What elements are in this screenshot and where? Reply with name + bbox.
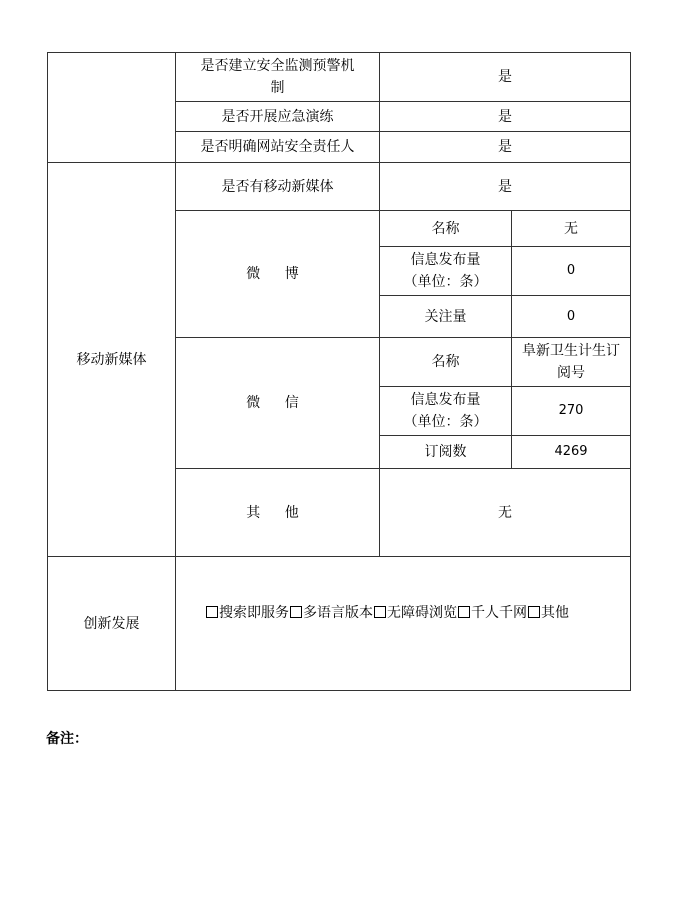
innovation-label: 创新发展 (83, 615, 140, 632)
checkbox[interactable] (458, 606, 470, 618)
weibo-label: 微 博 (246, 266, 309, 282)
option-search-service: 搜索即服务 (219, 605, 289, 621)
security-owner-value: 是 (498, 139, 512, 155)
weibo-posts-value: 0 (566, 263, 576, 278)
security-owner-label: 是否明确网站安全责任人 (200, 139, 355, 155)
table-border-right (630, 52, 631, 690)
checkbox[interactable] (290, 606, 302, 618)
checkbox[interactable] (528, 606, 540, 618)
weixin-name-label: 名称 (431, 354, 460, 370)
table-border-bottom (47, 690, 631, 691)
weibo-follow-value: 0 (566, 308, 576, 324)
mobile-media-section-label: 移动新媒体 (76, 351, 147, 368)
emergency-drill-label: 是否开展应急演练 (221, 108, 334, 125)
has-mobile-label: 是否有移动新媒体 (221, 178, 334, 195)
innovation-options (205, 600, 569, 624)
weixin-posts-label: 信息发布量（单位：条） (403, 392, 488, 430)
weixin-subs-value: 4269 (554, 444, 588, 459)
other-media-value: 无 (498, 504, 512, 521)
option-accessibility: 无障碍浏览 (387, 605, 457, 621)
option-multilingual: 多语言版本 (303, 605, 373, 621)
remarks-label: 备注： (46, 731, 88, 747)
weixin-subs-label: 订阅数 (424, 444, 467, 460)
weixin-label: 微 信 (246, 395, 309, 411)
weixin-name-value: 阜新卫生计生订阅号 (522, 343, 620, 381)
checkbox[interactable] (206, 606, 218, 618)
weibo-posts-label: 信息发布量（单位：条） (403, 252, 488, 290)
security-monitoring-value: 是 (498, 69, 512, 85)
other-media-label: 其 他 (246, 504, 309, 521)
weibo-name-label: 名称 (431, 220, 460, 237)
weibo-follow-label: 关注量 (424, 308, 467, 325)
option-other: 其他 (541, 605, 569, 621)
emergency-drill-value: 是 (498, 108, 512, 125)
checkbox[interactable] (374, 606, 386, 618)
has-mobile-value: 是 (498, 178, 512, 195)
option-personalized: 千人千网 (471, 605, 527, 621)
weixin-posts-value: 270 (558, 403, 584, 418)
security-monitoring-label: 是否建立安全监测预警机制 (200, 58, 355, 96)
weibo-name-value: 无 (564, 220, 578, 237)
